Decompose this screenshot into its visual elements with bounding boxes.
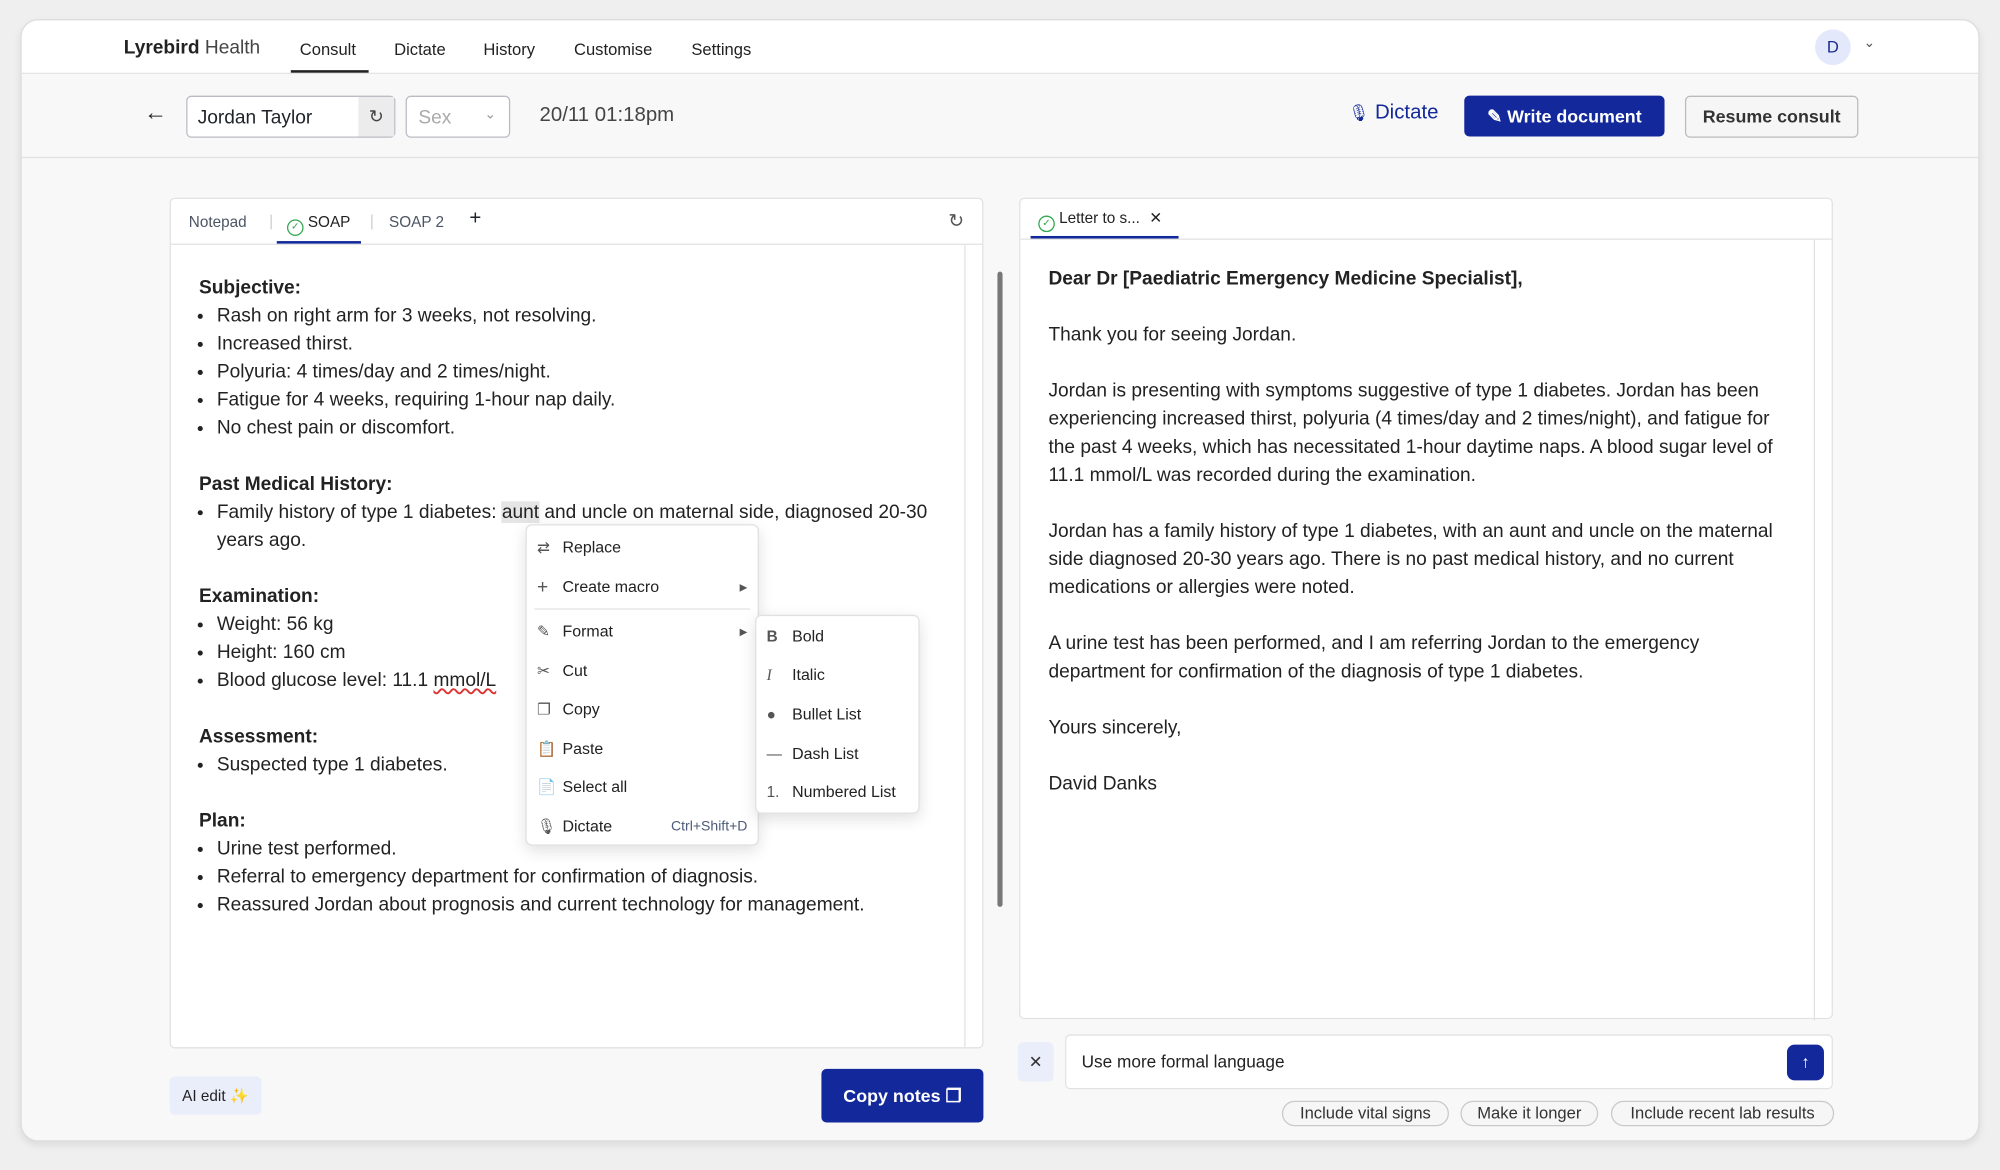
logo: Lyrebird Health	[123, 36, 261, 59]
document-panel	[1019, 198, 1833, 1019]
clear-prompt-button[interactable]: ✕	[1018, 1042, 1054, 1082]
soap-note-content[interactable]: Subjective: • Rash on right arm for 3 weeks, not resolving. • Increased thirst. • Polyuria: 4 times/day and 2 times/night. • Fatigue for 4 weeks, requiring 1-hour nap daily. • No chest pain or discomfort. Past Medical History: • Family history of type 1 diabetes: aunt and uncle on maternal side, diagnosed 20-30 years ago. Examination: • Weight: 56 kg • Height: 160 cm • Blood glucose level: 11.1 mmol/L Assessment: • Suspected type 1 diabetes. Plan: • Urine test performed. • Referral to emergency department for confirmation of diagnosis. • Reassured Jordan about prognosis and current technology for management.	[199, 274, 952, 947]
submenu-arrow-icon: ▶	[739, 580, 748, 593]
nav-tab-settings[interactable]: Settings	[691, 39, 752, 59]
nav-tab-history[interactable]: History	[483, 39, 536, 59]
app-window	[20, 19, 1979, 1141]
menu-item-select-all[interactable]: 📄 Select all	[536, 778, 628, 796]
chevron-down-icon: ⌄	[484, 107, 497, 123]
ai-prompt-input[interactable]: Use more formal language ↑	[1065, 1034, 1833, 1089]
microphone-icon: 🎙	[536, 817, 557, 836]
italic-icon: I	[766, 665, 772, 684]
send-arrow-icon[interactable]: ↑	[1787, 1045, 1824, 1081]
menu-item-bold[interactable]: B Bold	[766, 627, 825, 646]
active-tab-indicator	[277, 241, 361, 244]
ai-edit-button[interactable]: AI edit ✨	[170, 1077, 262, 1115]
tab-soap[interactable]: ✓ SOAP	[287, 213, 350, 236]
write-document-button[interactable]: ✎ Write document	[1464, 96, 1664, 137]
menu-item-cut[interactable]: ✂ Cut	[536, 661, 588, 680]
suggestion-chip[interactable]: Make it longer	[1460, 1101, 1598, 1127]
scissors-icon: ✂	[536, 661, 550, 680]
microphone-icon: 🎙	[1348, 103, 1370, 123]
suggestion-chip[interactable]: Include vital signs	[1282, 1101, 1449, 1127]
close-tab-icon[interactable]: ✕	[1149, 209, 1163, 228]
nav-tab-customise[interactable]: Customise	[573, 39, 653, 59]
refresh-icon[interactable]: ↻	[948, 210, 965, 233]
copy-icon: ❐	[536, 700, 551, 719]
document-tab-bar	[1020, 199, 1831, 240]
dictate-button[interactable]: 🎙 Dictate	[1348, 102, 1439, 124]
menu-item-create-macro[interactable]: + Create macro ▶	[536, 575, 748, 598]
active-tab-indicator	[291, 70, 369, 73]
context-menu	[526, 524, 759, 845]
menu-item-numbered-list[interactable]: 1. Numbered List	[766, 783, 896, 802]
refresh-name-icon[interactable]: ↻	[358, 97, 394, 137]
paste-icon: 📋	[536, 739, 557, 758]
back-arrow-icon[interactable]: ←	[144, 99, 168, 125]
add-tab-icon[interactable]: +	[469, 207, 482, 230]
numbered-list-icon: 1.	[766, 783, 780, 802]
menu-divider	[534, 608, 750, 609]
scroll-track	[964, 245, 965, 1049]
check-circle-icon: ✓	[287, 219, 304, 236]
menu-item-format[interactable]: ✎ Format ▶	[536, 622, 748, 641]
replace-icon: ⇄	[536, 538, 550, 557]
pen-icon: ✎	[536, 622, 550, 641]
tab-letter[interactable]: ✓ Letter to s... ✕	[1038, 209, 1162, 232]
nav-tab-consult[interactable]: Consult	[299, 39, 356, 59]
nav-tab-dictate[interactable]: Dictate	[394, 39, 446, 59]
consult-header	[22, 74, 1979, 158]
suggestion-chip[interactable]: Include recent lab results	[1611, 1101, 1834, 1127]
consult-datetime: 20/11 01:18pm	[539, 104, 675, 127]
copy-icon: ❐	[945, 1085, 962, 1106]
dash-icon: —	[766, 744, 782, 763]
menu-item-dictate[interactable]: 🎙 Dictate Ctrl+Shift+D	[536, 817, 748, 836]
selected-text[interactable]: aunt	[501, 501, 540, 523]
menu-item-bullet-list[interactable]: ● Bullet List	[766, 705, 862, 724]
submenu-arrow-icon: ▶	[739, 625, 748, 638]
plus-icon: +	[536, 575, 549, 598]
menu-item-dash-list[interactable]: — Dash List	[766, 744, 859, 763]
tab-soap-2[interactable]: SOAP 2	[389, 213, 445, 231]
top-nav	[22, 20, 1979, 74]
patient-name-input[interactable]: Jordan Taylor ↻	[186, 96, 395, 138]
avatar[interactable]: D	[1815, 29, 1851, 65]
bold-icon: B	[766, 627, 778, 646]
menu-item-paste[interactable]: 📋 Paste	[536, 739, 604, 758]
tab-notepad[interactable]: Notepad	[188, 213, 247, 231]
chevron-down-icon[interactable]: ⌄	[1863, 35, 1876, 52]
copy-notes-button[interactable]: Copy notes ❐	[821, 1069, 983, 1123]
active-tab-indicator	[1031, 236, 1179, 239]
document-edit-icon: ✎	[1487, 105, 1503, 127]
menu-item-copy[interactable]: ❐ Copy	[536, 700, 600, 719]
format-submenu	[755, 615, 920, 814]
bullet-icon: ●	[766, 705, 776, 724]
sex-select[interactable]: Sex ⌄	[406, 96, 511, 138]
scroll-track	[1814, 240, 1815, 1021]
notes-tab-bar: Notepad | ✓ SOAP | SOAP 2 + ↻	[171, 199, 982, 245]
letter-content[interactable]: Dear Dr [Paediatric Emergency Medicine Specialist], Thank you for seeing Jordan. Jordan is presenting with symptoms suggestive of type 1 diabetes. Jordan has been experiencing increased thirst, polyuria (4 times/day and 2 times/night), and fatigue for the past 4 weeks, which has necessitated 1-hour daytime naps. A blood sugar level of 11.1 mmol/L was recorded during the examination. Jordan has a family history of type 1 diabetes, with an aunt and uncle on the maternal side diagnosed 20-30 years ago. There is no past medical history, and no current medications or allergies were noted. A urine test has been performed, and I am referring Jordan to the emergency department for confirmation of the diagnosis of type 1 diabetes. Yours sincerely, David Danks	[1048, 267, 1773, 795]
splitter-scrollbar[interactable]	[997, 272, 1002, 907]
check-circle-icon: ✓	[1038, 216, 1055, 233]
menu-item-italic[interactable]: I Italic	[766, 665, 825, 684]
document-icon: 📄	[536, 778, 557, 796]
sparkle-icon: ✨	[229, 1086, 249, 1105]
resume-consult-button[interactable]: Resume consult	[1685, 96, 1858, 138]
menu-item-replace[interactable]: ⇄ Replace	[536, 538, 622, 557]
